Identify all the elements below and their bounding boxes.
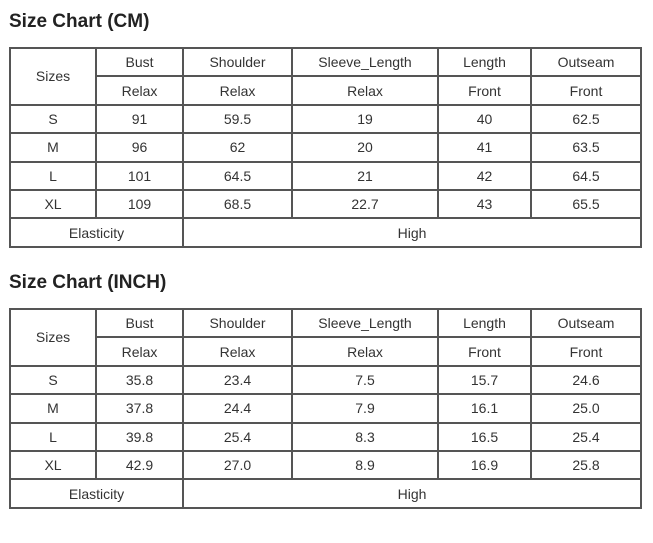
size-label: XL — [10, 190, 96, 218]
table-cell: 101 — [96, 162, 183, 190]
table-cell: 68.5 — [183, 190, 292, 218]
column-header-bust: Bust — [96, 309, 183, 337]
column-subheader-length: Front — [438, 337, 531, 365]
table-cell: 16.5 — [438, 423, 531, 451]
table-row — [10, 394, 641, 422]
table-cell: 15.7 — [438, 366, 531, 394]
size-label: M — [10, 394, 96, 422]
elasticity-row — [10, 218, 641, 246]
column-subheader-outseam: Front — [531, 337, 641, 365]
table-cell: 59.5 — [183, 105, 292, 133]
size-chart-inch-table — [9, 308, 642, 509]
table-cell: 42.9 — [96, 451, 183, 479]
size-label: M — [10, 133, 96, 161]
table-cell: 96 — [96, 133, 183, 161]
table-cell: 20 — [292, 133, 438, 161]
table-cell: 27.0 — [183, 451, 292, 479]
table-cell: 42 — [438, 162, 531, 190]
table-row — [10, 423, 641, 451]
column-header-length: Length — [438, 309, 531, 337]
table-cell: 63.5 — [531, 133, 641, 161]
table-cell: 62 — [183, 133, 292, 161]
table-cell: 65.5 — [531, 190, 641, 218]
table-cell: 25.0 — [531, 394, 641, 422]
table-cell: 41 — [438, 133, 531, 161]
column-subheader-bust: Relax — [96, 337, 183, 365]
table-row — [10, 105, 641, 133]
table-cell: 91 — [96, 105, 183, 133]
column-subheader-sleeve-length: Relax — [292, 76, 438, 104]
table-cell: 8.9 — [292, 451, 438, 479]
elasticity-label: Elasticity — [10, 479, 183, 507]
table-cell: 7.5 — [292, 366, 438, 394]
size-label: L — [10, 162, 96, 190]
column-subheader-sleeve-length: Relax — [292, 337, 438, 365]
size-label: XL — [10, 451, 96, 479]
column-header-outseam: Outseam — [531, 309, 641, 337]
size-label: S — [10, 105, 96, 133]
column-header-sleeve-length: Sleeve_Length — [292, 309, 438, 337]
table-cell: 25.4 — [531, 423, 641, 451]
table-cell: 40 — [438, 105, 531, 133]
column-subheader-shoulder: Relax — [183, 76, 292, 104]
table-row — [10, 451, 641, 479]
table-cell: 35.8 — [96, 366, 183, 394]
table-cell: 25.4 — [183, 423, 292, 451]
table-cell: 19 — [292, 105, 438, 133]
table-cell: 64.5 — [183, 162, 292, 190]
table-cell: 37.8 — [96, 394, 183, 422]
header-row — [10, 48, 641, 76]
table-cell: 8.3 — [292, 423, 438, 451]
column-header-sleeve-length: Sleeve_Length — [292, 48, 438, 76]
column-subheader-length: Front — [438, 76, 531, 104]
table-cell: 39.8 — [96, 423, 183, 451]
table-cell: 24.6 — [531, 366, 641, 394]
table-cell: 23.4 — [183, 366, 292, 394]
elasticity-row — [10, 479, 641, 507]
table-cell: 43 — [438, 190, 531, 218]
size-chart-cm-table — [9, 47, 642, 248]
table-cell: 22.7 — [292, 190, 438, 218]
sizes-header: Sizes — [10, 309, 96, 366]
table-cell: 16.1 — [438, 394, 531, 422]
table-cell: 64.5 — [531, 162, 641, 190]
table-cell: 7.9 — [292, 394, 438, 422]
column-header-shoulder: Shoulder — [183, 309, 292, 337]
subheader-row — [10, 76, 641, 104]
table-cell: 16.9 — [438, 451, 531, 479]
subheader-row — [10, 337, 641, 365]
table-cell: 25.8 — [531, 451, 641, 479]
column-header-shoulder: Shoulder — [183, 48, 292, 76]
header-row — [10, 309, 641, 337]
table-row — [10, 162, 641, 190]
column-header-outseam: Outseam — [531, 48, 641, 76]
table-row — [10, 366, 641, 394]
table-cell: 24.4 — [183, 394, 292, 422]
size-chart-cm-title: Size Chart (CM) — [9, 11, 150, 32]
sizes-header: Sizes — [10, 48, 96, 105]
table-cell: 21 — [292, 162, 438, 190]
elasticity-value: High — [183, 218, 641, 246]
size-label: S — [10, 366, 96, 394]
column-subheader-shoulder: Relax — [183, 337, 292, 365]
elasticity-label: Elasticity — [10, 218, 183, 246]
column-subheader-outseam: Front — [531, 76, 641, 104]
table-cell: 109 — [96, 190, 183, 218]
table-cell: 62.5 — [531, 105, 641, 133]
table-row — [10, 133, 641, 161]
column-header-bust: Bust — [96, 48, 183, 76]
column-header-length: Length — [438, 48, 531, 76]
size-chart-inch-title: Size Chart (INCH) — [9, 272, 167, 293]
size-label: L — [10, 423, 96, 451]
elasticity-value: High — [183, 479, 641, 507]
table-row — [10, 190, 641, 218]
column-subheader-bust: Relax — [96, 76, 183, 104]
